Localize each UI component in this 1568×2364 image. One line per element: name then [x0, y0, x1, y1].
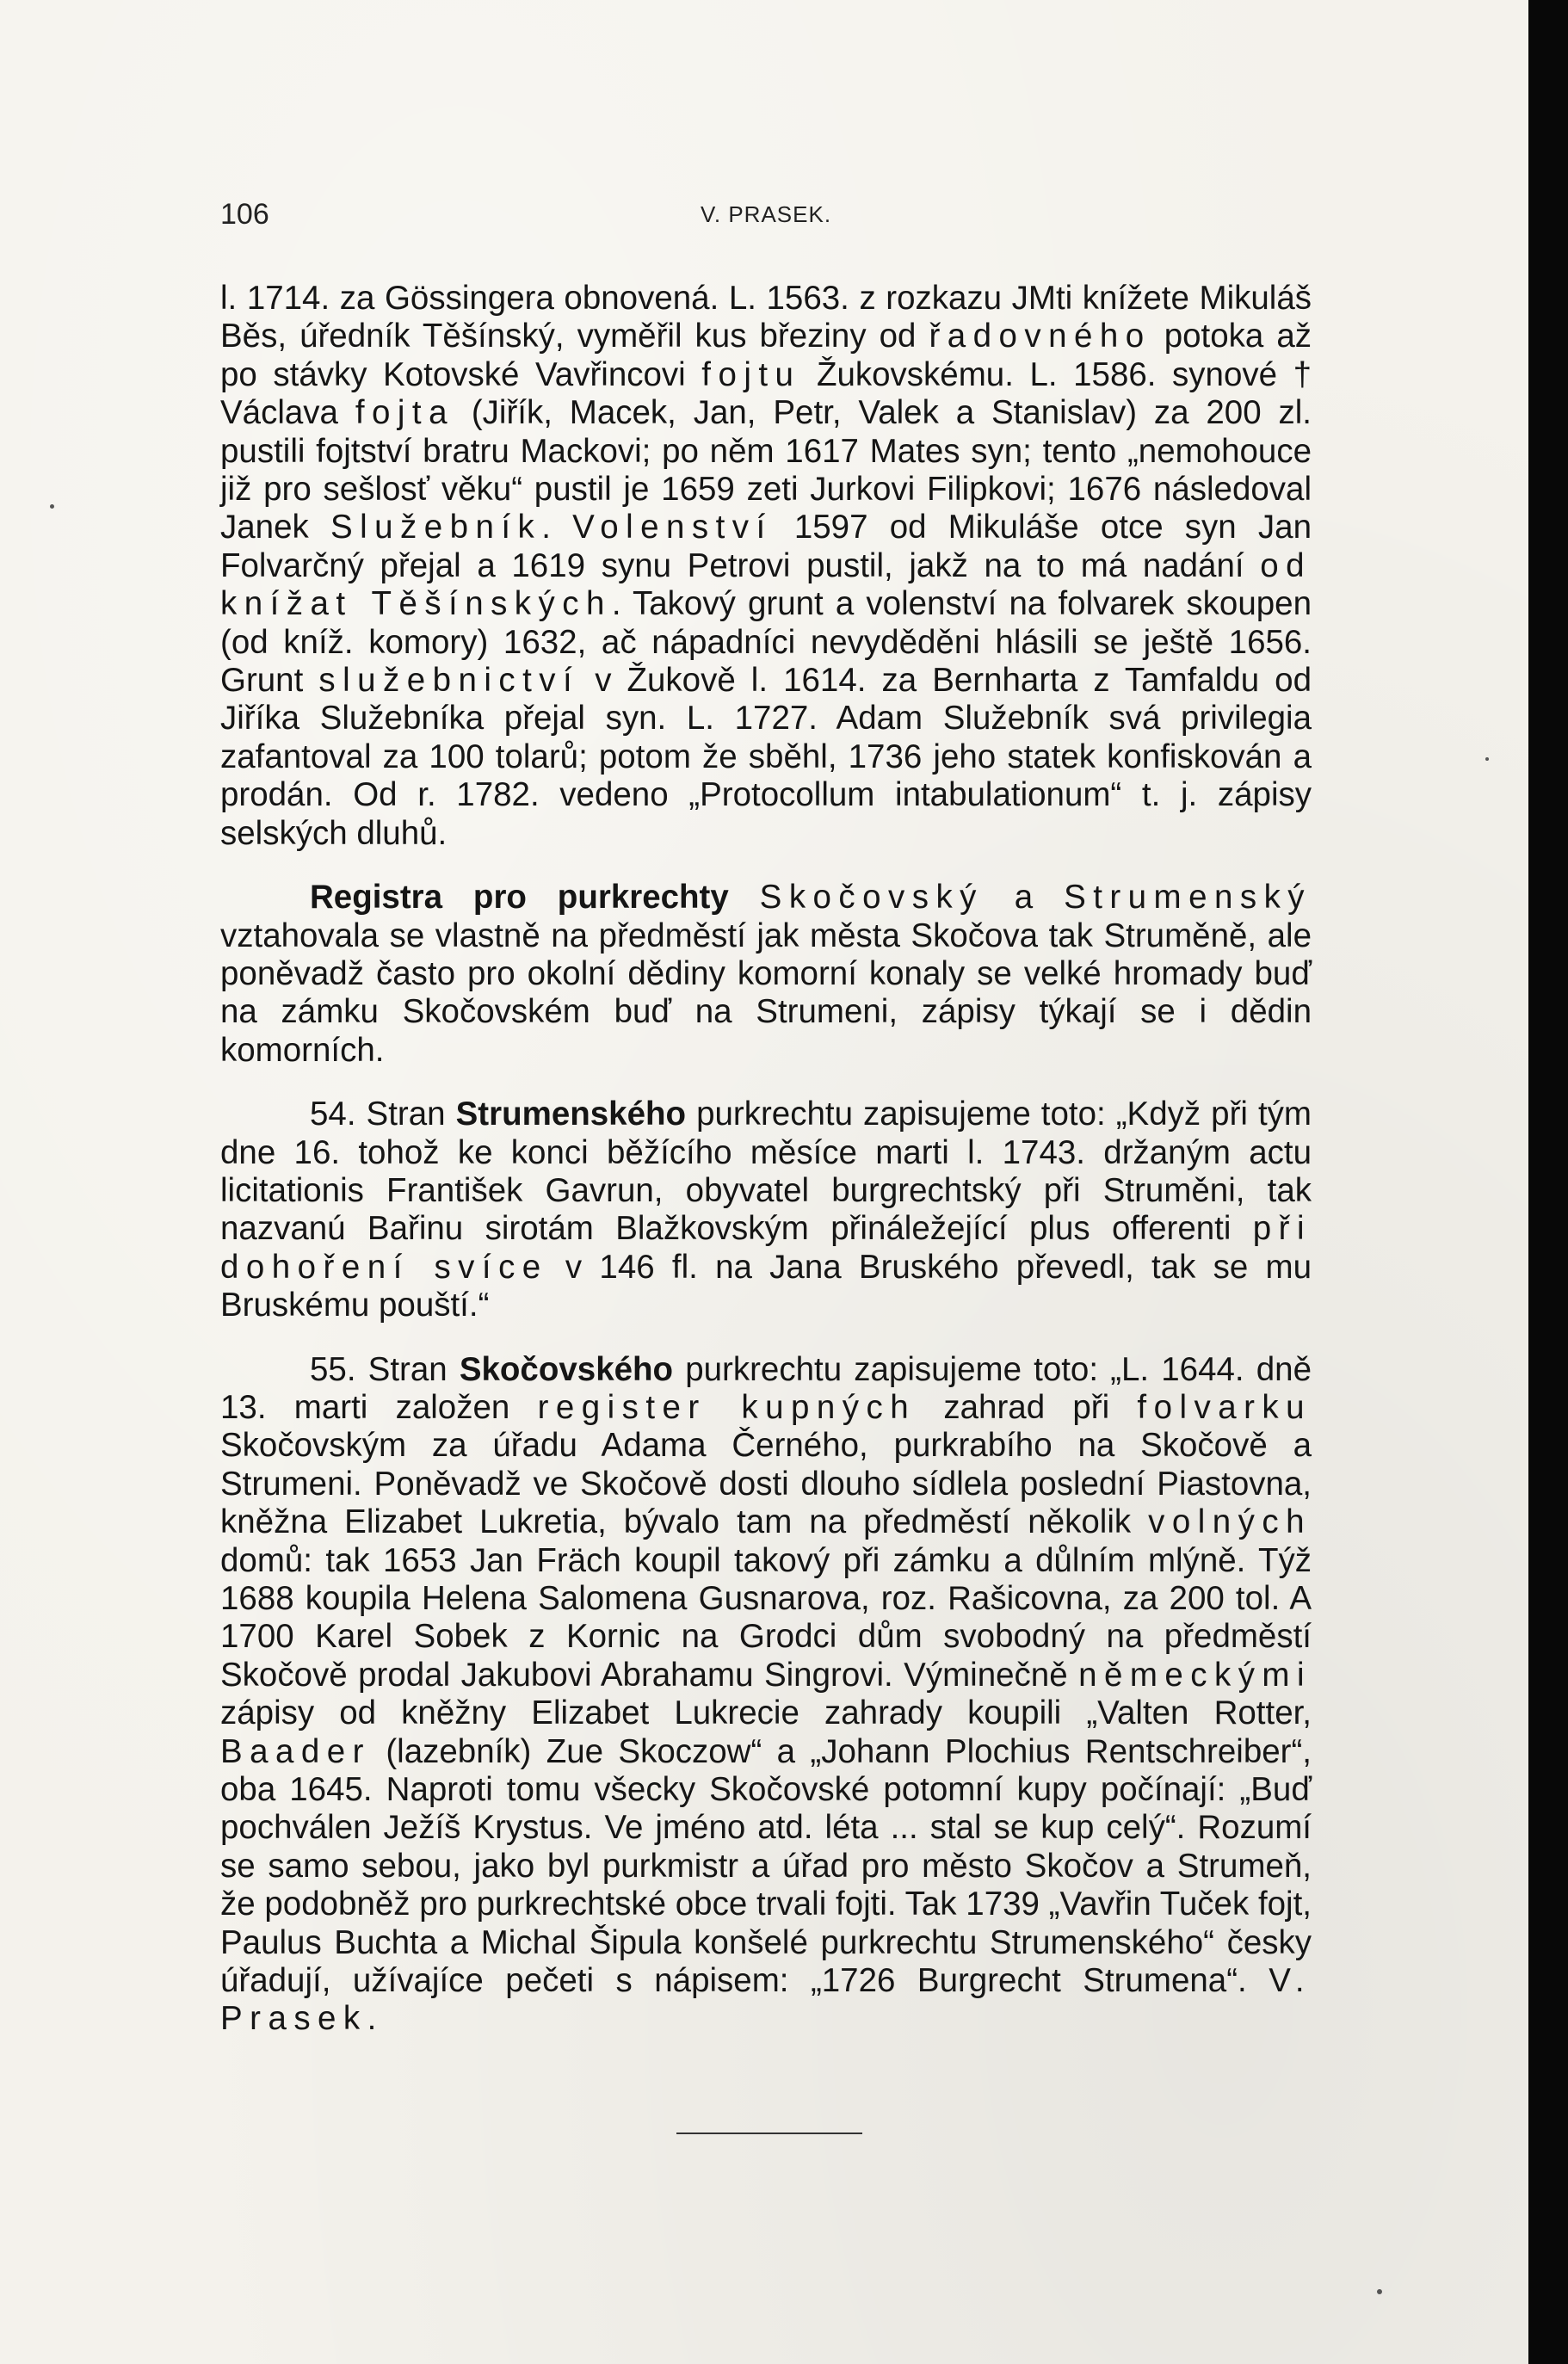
text-run: v Žukově l. 1614. za Bernharta z Tamfaldu od Jiříka Služebníka přejal syn. L. 1727. Adam Služebník svá privilegia zafantoval za 100 tolarů; potom že sběhl, 1736 jeho statek konfiskován a prodán. Od r. 1782. vedeno „Protocollum intabulationum“ t. j. zápisy selských dluhů. [220, 662, 1312, 852]
spaced-emphasis: Skočovský [759, 879, 984, 917]
spaced-emphasis: od knížat Těšínských [220, 546, 1312, 623]
spaced-emphasis: při dohoření svíce [220, 1210, 1312, 1286]
spaced-emphasis: fojtu [701, 355, 801, 393]
text-run: . [541, 509, 573, 546]
paragraph [220, 879, 1312, 1070]
body-text [220, 280, 1312, 2039]
text-run: zápisy od kněžny Elizabet Lukrecie zahrady koupili „Valten Rotter, [220, 1694, 1312, 1732]
scan-dark-edge [1528, 0, 1568, 2364]
text-run: l. 1714. za Gössingera obnovená. L. 1563. z rozkazu JMti knížete Mikuláš Běs, úředník Těšínský, vyměřil kus březiny od [220, 280, 1312, 355]
text-run: 55. Stran [310, 1350, 460, 1388]
bold-phrase: Strumenského [455, 1096, 687, 1133]
scan-speck [1485, 757, 1489, 761]
text-run: a [983, 879, 1065, 917]
spaced-emphasis: folvarku [1137, 1388, 1312, 1426]
spaced-emphasis: řadovného [929, 318, 1151, 355]
spaced-emphasis: volných [1148, 1503, 1312, 1541]
text-run: purkrechtu zapisujeme toto: „L. 1644. dně 13. marti založen [220, 1350, 1312, 1426]
paragraph [220, 280, 1312, 853]
spaced-emphasis: Baader [220, 1732, 371, 1770]
spaced-emphasis: německými [1078, 1656, 1312, 1694]
spaced-emphasis: register kupných [537, 1388, 917, 1426]
text-run: (Jiřík, Macek, Jan, Petr, Valek a Stanislav) za 200 zl. pustili fojtství bratru Mackovi; po něm 1617 Mates syn; tento „nemohouce již pro sešlosť věku“ pustil je 1659 zeti Jurkovi Filipkovi; 1676 následoval Janek [220, 394, 1312, 546]
bold-phrase: Registra pro purkrechty [310, 879, 729, 917]
text-run: Skočovským za úřadu Adama Černého, purkrabího na Skočově a Strumeni. Poněvadž ve Skočově dosti dlouho sídlela poslední Piastovna, kněžna Elizabet Lukretia, bývalo tam na předměstí několik [220, 1427, 1312, 1541]
text-run: . Takový grunt a volenství na folvarek skoupen (od kníž. komory) 1632, ač nápadníci nevyděděni hlásili se ještě 1656. Grunt [220, 585, 1312, 700]
page-header [220, 198, 1312, 250]
spaced-emphasis: služebnictví [318, 662, 580, 700]
text-run [729, 879, 760, 916]
spaced-emphasis: Volenství [572, 509, 773, 546]
text-run: 54. Stran [310, 1096, 456, 1133]
paragraph [220, 1096, 1312, 1324]
spaced-emphasis: Strumenský [1064, 879, 1312, 917]
text-run: potoka až po stávky Kotovské Vavřincovi [220, 318, 1312, 393]
text-run: 1597 od Mikuláše otce syn Jan Folvarčný přejal a 1619 synu Petrovi pustil, jakž na to má nadání [220, 509, 1312, 584]
paragraph [220, 1351, 1312, 2039]
text-run: vztahovala se vlastně na předměstí jak města Skočova tak Struměně, ale poněvadž často pro okolní dědiny komorní konaly se velké hromady buď na zámku Skočovském buď na Strumeni, zápisy týkají se i dědin komorních. [220, 917, 1312, 1069]
scan-speck [50, 504, 54, 509]
spaced-emphasis: fojta [355, 394, 454, 432]
spaced-emphasis: Služebník [330, 509, 542, 546]
page-number: 106 [220, 198, 269, 231]
text-run: (lazebník) Zue Skoczow“ a „Johann Plochius Rentschreiber“, oba 1645. Naproti tomu všecky Skočovské potomní kupy počínají: „Buď pochválen Ježíš Krystus. Ve jméno atd. léta ... stal se kup celý“. Rozumí se samo sebou, jako byl purkmistr a úřad pro město Skočov a Strumeň, že podobněž pro purkrechtské obce trvali fojti. Tak 1739 „Vavřin Tuček fojt, Paulus Buchta a Michal Šipula konšelé purkrechtu Strumenského“ česky úřadují, užívajíce pečeti s nápisem: „1726 Burgrecht Strumena“. [220, 1732, 1312, 2000]
text-run: . [367, 2000, 377, 2038]
text-run: purkrechtu zapisujeme toto: „Když při tým dne 16. tohož ke konci běžícího měsíce marti l. 1743. držaným actu licitationis František Gavrun, obyvatel burgrechtský při Struměni, tak nazvanú Bařinu sirotám Blažkovským přináležející plus offerenti [220, 1096, 1312, 1248]
running-head: V. PRASEK. [700, 201, 832, 227]
spaced-emphasis: V. Prasek [220, 1962, 1312, 2038]
bold-phrase: Skočovského [459, 1350, 674, 1388]
text-run: domů: tak 1653 Jan Fräch koupil takový při zámku a důlním mlýně. Týž 1688 koupila Helena Salomena Gusnarova, roz. Rašicovna, za 200 tol. A 1700 Karel Sobek z Kornic na Grodci dům svobodný na předměstí Skočově prodal Jakubovi Abrahamu Singrovi. Výminečně [220, 1541, 1312, 1694]
text-run: zahrad při [916, 1388, 1138, 1426]
text-run: Žukovskému. L. 1586. synové † Václava [220, 355, 1312, 432]
end-rule [676, 2133, 862, 2134]
text-run: v 146 fl. na Jana Bruského převedl, tak se mu Bruskému pouští.“ [220, 1248, 1312, 1324]
scan-speck [1377, 2289, 1382, 2294]
